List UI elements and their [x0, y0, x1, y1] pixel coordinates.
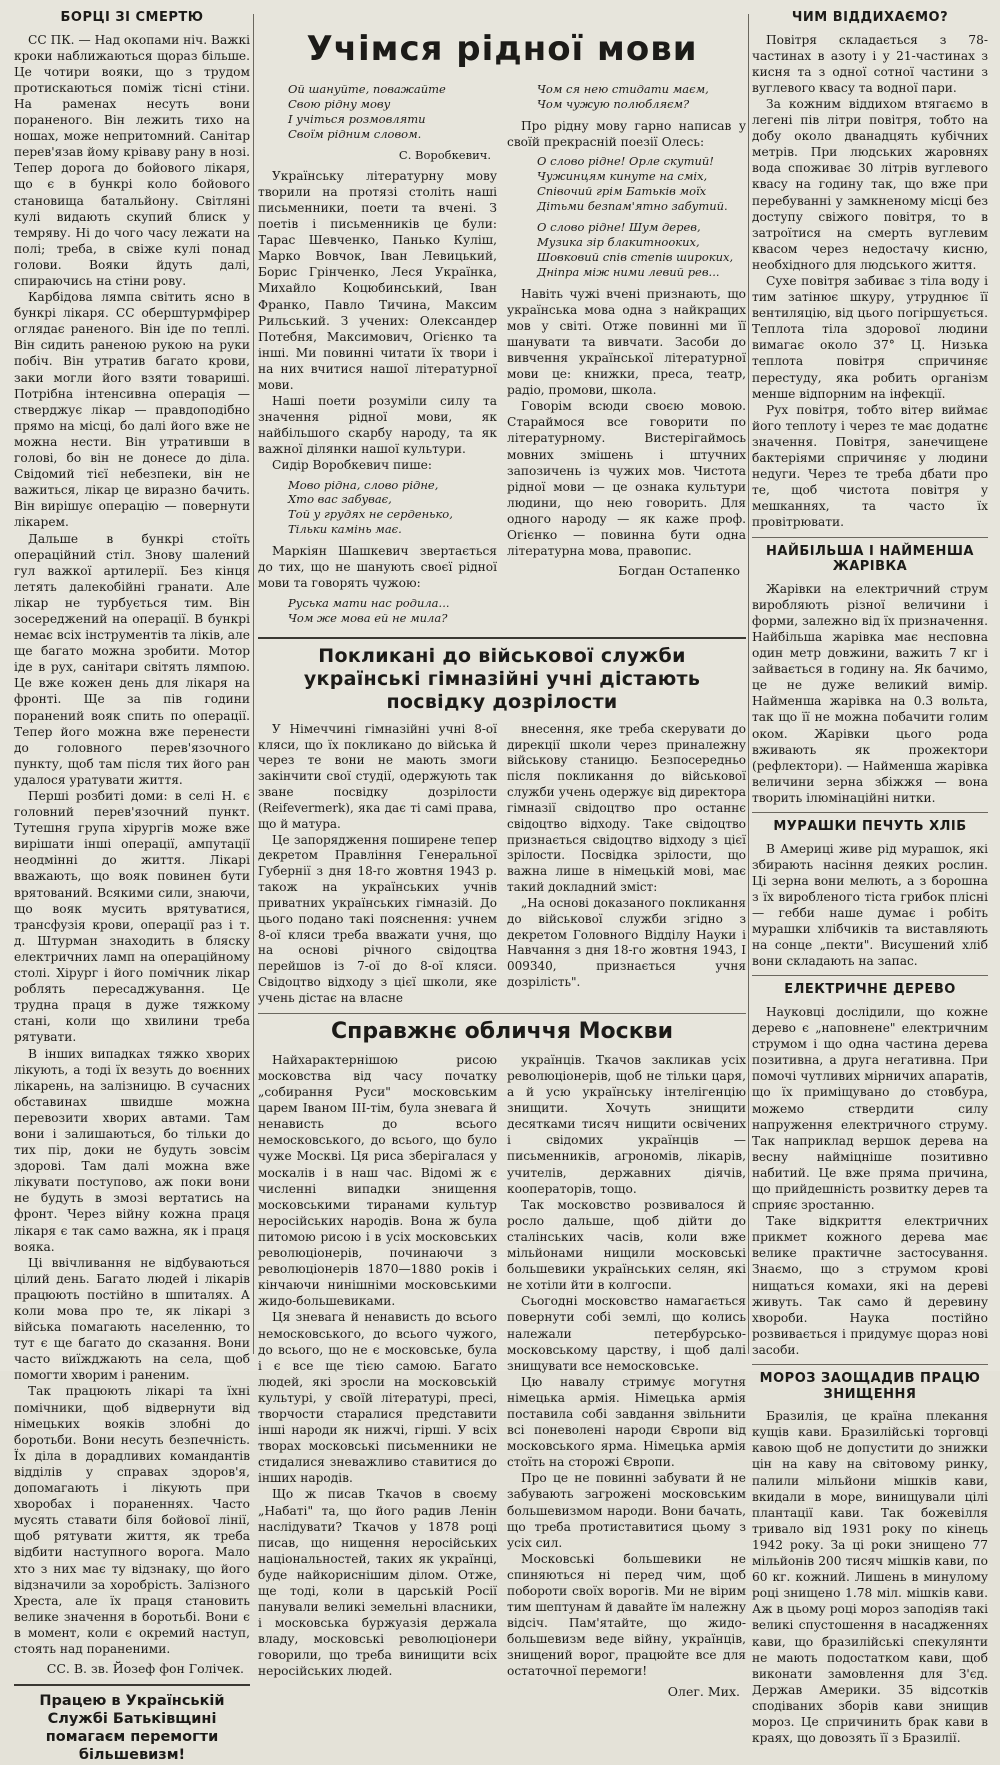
paragraph: Сухе повітря забиває з тіла воду і тим затінює шкуру, утруднює її вентиляцію, від цього погіршується. Теплота тіла здорової людини вимагає около 37° Ц. Низька теплота повітря спричиняє перестуду, яка робить організм менше відпорним на інфекції.	[752, 274, 988, 401]
poem: Чом ся нею стидати маєм, Чом чужую полюбляєм?	[537, 82, 709, 111]
poem: Руська мати нас родила... Чом же мова ей не мила?	[288, 595, 450, 625]
paragraph: Так московство розвивалося й росло дальше, щоб дійти до сталінських часів, коли вже мільйонами нищили московські большевики українських селян, які не хотіли йти в колгоспи.	[507, 1197, 746, 1293]
article-body	[14, 32, 250, 1657]
column-rule	[253, 14, 254, 1354]
paragraph: Московські большевики не спиняються ні перед чим, щоб побороти своїх ворогів. Ми не вірим тим шептунам й давайте їм належну відсіч. Пам'ятайте, що жидо-большевизм веде війну, українців, знищений ворог, працюйте все для остаточної перемоги!	[507, 1551, 746, 1679]
paragraph: Українську літературну мову творили на протязі століть наші письменники, поети та вчені. З поетів і письменників це були: Тарас Шевченко, Панько Куліш, Марко Вовчок, Іван Левицький, Борис Грінченко, Леся Українка, Михайло Коцюбинський, Іван Франко, Павло Тичина, Максим Рильський. З учених: Олександер Потебня, Максимович, Огієнко та інші. Ми повинні читати їх твори і на них вчитися нашої літературної мови.	[258, 168, 497, 392]
paragraph: Ця зневага й ненависть до всього немосковського, до всього чужого, до всього, що не є московське, була і є все ще тією самою. Багато людей, які зросли на московській культурі, у своїй літературі, пресі, творчости старалися представити інші народи як нижчі, гірші. У всіх творах московські письменники не стидалися зневажливо ставитися до інших народів.	[258, 1310, 497, 1486]
paragraph: Дальше в бункрі стоїть операційний стіл. Знову шалений гул важкої артилерії. Без кінця летять далекобійні гранати. Але лікар не турбується тим. Він зосереджений на операції. В бункрі немає всіх інструментів та ліків, але ще багато можна зробити. Мотор іде в рух, санітари світять лямпою. Це вже кожен день для лікаря на фронті. Ще за пів години поранений вояк спить по операції. Тепер його можна вже перенести до головного перев'язочного пункту, щоб там після тих його ран удалося уратувати життя.	[14, 531, 250, 787]
divider	[752, 1364, 988, 1365]
article-signature: СС. В. зв. Йозеф фон Голічек.	[46, 1661, 244, 1677]
paragraph: Повітря складається з 78-частинах в азоту і у 21-частинах з кисня та з одної сотної частини з вуглевого квасу та водної пари.	[752, 32, 988, 95]
paragraph: Таке відкриття електричних прикмет кожного дерева має велике практичне застосування. Знаємо, що з струмом крові нищаться комахи, які на дереві живуть. Так само й деревину хвороби. Наука постійно розвивається і придумує щораз нові засоби.	[752, 1214, 988, 1357]
poem: О слово рідне! Шум дерев, Музика зір блакитнооких, Шовковий спів степів широких, Дніпра між ними левий рев...	[537, 219, 734, 279]
paragraph: Це запорядження поширене тепер декретом Правління Генеральної Губернії з дня 18-го жовтня 1943 р. також на українських учнів приватних українських гімназій. До цього подано такі пояснення: учнем 8-ої кляси треба вважати учня, що на основі річного свідоцтва перейшов із 7-ої до 8-ої кляси. Свідоцтво відходу з цієї школи, яке учень дістає на власне	[258, 832, 497, 1005]
divider	[752, 812, 988, 813]
article-title: Справжнє обличчя Москви	[331, 1018, 673, 1044]
paragraph: внесення, яке треба скерувати до дирекції школи через приналежну військову станицю. Безпосередньо після покликання до військової служби учень одержує від директора гімназії свідоцтво про останнє свідоцтво відходу. Таке свідоцтво признається свідоцтво відходу з цієї зрілости. Посвідка зрілости, що важна лише в німецькій мові, має такий докладний зміст:	[507, 721, 746, 895]
poem: Ой шануйте, поважайте Свою рідну мову І учіться розмовляти Своїм рідним словом.	[288, 82, 446, 141]
paragraph: Говорім всюди своєю мовою. Стараймося все говорити по літературному. Вистерігаймось мовних змішень і штучних запозичень із чужих мов. Чистота рідної мови — це ознака культури людини, що нею говорить. Для одного народу — як каже проф. Огієнко — повинна бути одна літературна мова, правопис.	[507, 399, 746, 559]
paragraph: Ці ввічливання не відбуваються цілий день. Багато людей і лікарів працюють постійно в шпиталях. А коли мова про те, як лікарі з війська помагають населенню, то тут є ще багато до сказання. Вони часто виїжджають на села, щоб помогти хворим і раненим.	[14, 1255, 250, 1383]
paragraph: українців. Ткачов закликав усіх революціонерів, щоб не тільки царя, а й усю українську інтелігенцію знищити. Хочуть знищити десятками тисяч нищити освічених і свідомих українців — письменників, агрономів, лікарів, учителів, державних діячів, кооператорів, тощо.	[507, 1052, 746, 1196]
column-center	[258, 10, 746, 1699]
divider	[258, 637, 746, 639]
article-title: Учімся рідної мови	[306, 29, 698, 69]
article-title: ЧИМ ВІДДИХАЄМО?	[791, 10, 949, 25]
poem: О слово рідне! Орле скутий! Чужинцям кинуте на сміх, Співочий грім Батьків моїх Дітьми безпам'ятно забутий.	[537, 154, 728, 213]
paragraph: „На основі доказаного покликання до військової служби згідно з декретом Головного Відділу Науки і Навчання з дня 18-го жовтня 1943, І 009340, признається учня дозрілість".	[507, 895, 746, 990]
paragraph: В інших випадках тяжко хворих лікують, а тоді їх везуть до воєнних лікарень, на залізницю. В сучасних обставинах швидше можна перевозити хворих автами. Там вони і залишаються, бо тільки до тих пір, доки не будуть зовсім здорові. Там далі можна вже лікувати поступово, аж поки вони не будуть в змозі вертатись на фронт. Через війну кожна праця лікаря є так само важна, як і праця вояка.	[14, 1046, 250, 1254]
paragraph: Про це не повинні забувати й не забувають загрожені московським большевизмом народи. Вони бачать, що треба протиставитися цьому з усіх сил.	[507, 1471, 746, 1550]
paragraph: У Німеччині гімназійні учні 8-ої кляси, що їх покликано до війська й через те вони не мають змоги закінчити свої студії, одержують так зване посвідку дозрілости (Reifevermerk), яка дає ті самі права, що й матура.	[258, 721, 497, 831]
paragraph: Що ж писав Ткачов в своєму „Набаті" та, що його радив Ленін наслідувати? Ткачов у 1878 році писав, що нищення неросійських національностей, таких як українці, буде найкориснішим ділом. Отже, ще тоді, коли в царській Росії панували великі земельні власники, і московська буржуазія держала владу, московські революціонери говорили, що треба винищити всіх неросійських людей.	[258, 1487, 497, 1679]
divider	[752, 537, 988, 538]
article-title: БОРЦІ ЗІ СМЕРТЮ	[60, 10, 204, 25]
paragraph: В Америці живе рід мурашок, які збирають насіння деяких рослин. Ці зерна вони мелють, а з борошна з їх виробленого тіста грибок пліснi — гебби наше думає і робіть мурашки хлібчиків та виставляють на сонце „пекти". Висушений хліб вони складають на запас.	[752, 841, 988, 969]
paragraph: СС ПК. — Над окопами ніч. Важкі кроки наближаються щораз більше. Це чотири вояки, що з трудом протискаються поміж тісні стіни. На раменах несуть вони пораненого. Він лежить тихо на ношах, може непритомний. Санітар перев'язав йому кріваву рану в нозі. Тепер дорога до бойового лікаря, що є в бункрі коло бойового становища батальйону. Світляні кулі видають скупий блиск у темряву. Ні до чого часу лежати на полі; треба, в свіже кулі понад голови. Вояки йдуть далі, спираючись на стіни рову.	[14, 32, 250, 288]
article-body	[258, 78, 746, 631]
paragraph: Перші розбиті доми: в селі Н. є головний перев'язочний пункт. Тутешня група хірургів може вже вирішати інші операції, ампутації неодмінні до життя. Лікарі вважають, що вояк повинен бути врятований. Всякими сили, знаючи, що вояк мусить врятуватися, трансфузія крови, операції раз і т. д. Штурман знаходить в бляску електричних ламп на операційному столі. Хірург і його помічник лікар роблять пересаджування. Це трудна праця в дуже тяжкому стані, коли що хвилини треба рятувати.	[14, 789, 250, 1045]
article-body	[258, 1052, 746, 1705]
paragraph: Сидір Воробкевич пише:	[272, 458, 432, 473]
divider	[258, 1013, 746, 1014]
article-title: ЕЛЕКТРИЧНЕ ДЕРЕВО	[784, 982, 956, 998]
paragraph: Так працюють лікарі та їхні помічники, щоб відвернути від німецьких вояків злобні до боротьби. Вони несуть безпечність. Їх діла в дорадливих командантів відділів у справах здоров'я, допомагають і лікують при хворобах і пораненнях. Часто мусять ставати біля бойової лінії, щоб рятувати життя, як треба відбити наступного ворога. Мало хто з них має ту відзнаку, що його відзначили за хоробрість. Залізного Хреста, але їх праця становить велике значення в боротьбі. Вони є в момент, коли є окремий наступ, стоять над пораненими.	[14, 1384, 250, 1656]
slogan: Працею в Українській Службі Батьківщині помагаєм перемогти більшевизм!	[14, 1684, 250, 1765]
poem: Мово рідна, слово рідне, Хто вас забуває, Той у грудях не серденько, Тільки камінь має.	[288, 477, 453, 537]
paragraph: Науковці дослідили, що кожне дерево є „наповнене" електричним струмом і що одна частина дерева позитивна, а друга негативна. При помочі чутливих мірничих апаратів, що їх приміщувано до стовбура, можемо ствердити силу напруження електричного струму. Так наприклад вершок дерева на весну найміцніше позитивно набитий. Це вже пряма причина, що прийдешність розвитку дерев та сприяє зростанню.	[752, 1004, 988, 1213]
article-title: Покликані до військової служби українські гімназійні учні дістають посвідку дозрілости	[303, 645, 701, 714]
article-title: МУРАШКИ ПЕЧУТЬ ХЛІБ	[773, 819, 967, 834]
paragraph: Наші поети розуміли силу та значення рідної мови, як найбільшого скарбу народу, та як важної ділянки нашої культури.	[258, 394, 497, 457]
paragraph: Маркіян Шашкевич звертається до тих, що не шанують своєї рідної мови та говорять чужою:	[258, 544, 497, 591]
paragraph: Навіть чужі вчені признають, що українська мова одна з найкращих мов у світі. Отже повинні ми її шанувати та вивчати. Засоби до вивчення української літературної мови це: книжки, преса, театр, радіо, промови, школа.	[507, 286, 746, 398]
poem-author: С. Воробкевич.	[398, 147, 491, 162]
paragraph: Карбідова лямпа світить ясно в бункрі лікаря. СС оберштурмфірер оглядає раненого. Він іде по теплі. Він сидить раненою рукою на руки побіч. Він утратив багато крови, заки могли його взяти товариші. Потрібна інтенсивна операція — стверджує лікар — правдоподібно прямо на місці, бо далі його вже не можна нести. Він утративши в голові, бо він не донесе до діла. Свідомий тієї небезпеки, він не важиться, лікар це виразно бачить. Він вирішує операцію — повернути лікарем.	[14, 290, 250, 530]
paragraph: Про рідну мову гарно написав у своїй прекрасній поезії Олесь:	[507, 118, 746, 149]
divider	[752, 975, 988, 976]
article-signature: Олег. Мих.	[667, 1683, 740, 1699]
article-title: НАЙБІЛЬША І НАЙМЕНША ЖАРІВКА	[766, 543, 974, 575]
column-rule	[748, 14, 749, 1354]
paragraph: Рух повітря, тобто вітер виймає його теплоту і через те має додатнє значення. Повітря, занечищене бактеріями спричиняє у людини недуги. Через те треба дбати про те, щоб чистота повітря у мешканнях, та часто їх провітрювати.	[752, 402, 988, 530]
article-signature: Богдан Остапенко	[618, 563, 740, 579]
article-body	[258, 722, 746, 1007]
article-title: МОРОЗ ЗАОЩАДИВ ПРАЦЮ ЗНИЩЕННЯ	[759, 1371, 981, 1402]
paragraph: Цю навалу стримує могутня німецька армія. Німецька армія поставила собі завдання звільнити всі поневолені народи Європи від московського ярма. Німецька армія стоїть на сторожі Європи.	[507, 1374, 746, 1470]
paragraph: Найхарактернішою рисою московства від часу початку „собирання Руси" московським царем Іваном ІІІ-тім, була зневага й ненависть до всього немосковського, до всього, що було чуже Москві. Ця риса зберігалася у москалів і в наш час. Відомі ж є численні випадки знищення московськими тиранами культур неросійських народів. Вона ж була питомою рисою і в усіх московських революціонерів, починаючи з революціонерів 1870—1880 років і кінчаючи нинішніми московськими жидо-большевиками.	[258, 1052, 497, 1309]
paragraph: Сьогодні московство намагається повернути собі землі, що колись належали петербурсько-московському царству, і щоб далі знищувати все немосковське.	[507, 1294, 746, 1373]
column-left	[14, 10, 250, 1764]
paragraph: Бразилія, це країна плекання кущів кави. Бразилійські торговці кавою щоб не допустити до знижки цін на каву на світовому ринку, палили мільйони мішків кави, вкидали в море, винищували цілі плантації кави. Так божевілля тривало від 1931 року по кінець 1942 року. За ці роки знищено 77 мільйонів 200 тисяч мішків кави, по 60 кг. кожний. Лишень в минулому році знищено 1.78 міл. мішків кави. Аж в цьому році мороз заподіяв такі великі спустошення в насадженнях кави, що бразилійські спекулянти не мають подостатком кави, щоб виконати замовлення для З'єд. Держав Америки. 35 відсотків сподіваних зборів кави знищив мороз. Це спричинить брак кави в краях, що довозять її з Бразилії.	[752, 1409, 988, 1746]
column-right	[752, 10, 988, 1746]
paragraph: Жарівки на електричний струм виробляють різної величини і форми, залежно від їх призначення. Найбільша жарівка має несповна один метр довжини, важить 7 кг і зайвається в годину на. Як бачимо, це не дуже великий вимір. Найменша жарівка на 0.3 вольта, так що її не можна побачити голим оком. Жарівки цього рода вживають як прожектори (рефлектори). — Найменша жарівка величини зерна збіжжя — вона творить ілюмінаційні нитки.	[752, 581, 988, 805]
paragraph: За кожним віддихом втягаємо в легені пів літри повітря, тобто на добу около дванадцять кубічних метрів. При людських жаровнях вода споживає 30 літрів вуглевого квасу на годину так, що вже при перебуванні у замкненому місці без доступу свіжого повітря, то в затроїтися на смерть вуглевим квасом через недостачу кисню, необхідного для людського життя.	[752, 96, 988, 272]
